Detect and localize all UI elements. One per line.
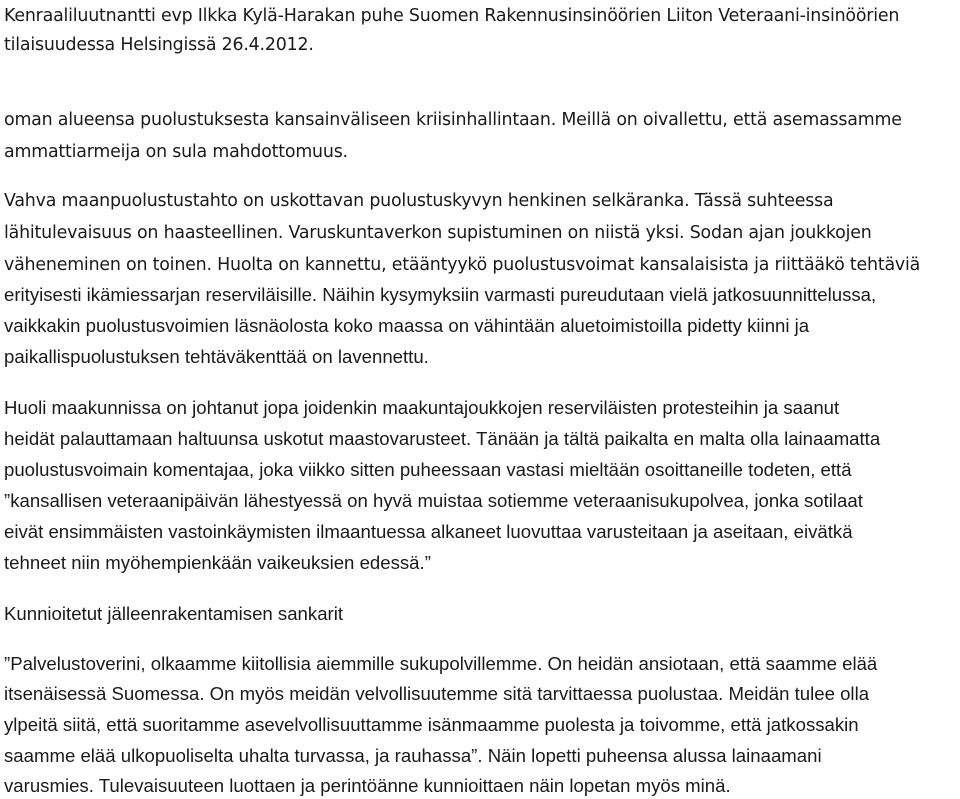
paragraph-line: erityisesti ikämiessarjan reserviläisille. Näihin kysymyksiin varmasti pureudutaan vielä jatkosuunnittelussa, bbox=[4, 284, 877, 305]
paragraph-line: oman alueensa puolustuksesta kansainväliseen kriisinhallintaan. Meillä on oivallettu, että asemassamme bbox=[4, 110, 902, 130]
paragraph-line: vaikkakin puolustusvoimien läsnäolosta koko maassa on vähintään aluetoimistoilla pidetty kiinni ja bbox=[4, 315, 810, 336]
paragraph-line: heidät palauttamaan haltuunsa uskotut maastovarusteet. Tänään ja tältä paikalta en malta olla lainaamatta bbox=[4, 428, 881, 449]
paragraph-line: puolustusvoimain komentajaa, joka viikko sitten puheessaan vastasi mieltään osoittaneille todeten, että bbox=[4, 459, 852, 480]
paragraph-line: ammattiarmeija on sula mahdottomuus. bbox=[4, 142, 348, 162]
paragraph-line: eivät ensimmäisten vastoinkäymisten ilmaantuessa alkaneet luovuttaa varusteitaan ja aseitaan, eivätkä bbox=[4, 521, 853, 542]
paragraph-line: Huoli maakunnissa on johtanut jopa joidenkin maakuntajoukkojen reserviläisten protesteihin ja saanut bbox=[4, 397, 840, 418]
header-line-1: Kenraaliluutnantti evp Ilkka Kylä-Harakan puhe Suomen Rakennusinsinöörien Liiton Veteraani-insinöörien bbox=[4, 6, 900, 26]
paragraph-line: saamme elää ulkopuoliselta uhalta turvassa, ja rauhassa”. Näin lopetti puheensa alussa lainaamani bbox=[4, 745, 822, 766]
section-heading: Kunnioitetut jälleenrakentamisen sankarit bbox=[4, 603, 344, 624]
paragraph-line: Vahva maanpuolustustahto on uskottavan puolustuskyvyn henkinen selkäranka. Tässä suhteessa bbox=[4, 191, 834, 211]
paragraph-line: ”kansallisen veteraanipäivän lähestyessä on hyvä muistaa sotiemme veteraanisukupolvea, jonka sotilaat bbox=[4, 490, 863, 511]
paragraph-line: paikallispuolustuksen tehtäväkenttää on lavennettu. bbox=[4, 346, 429, 367]
paragraph-line: varusmies. Tulevaisuuteen luottaen ja perintöänne kunnioittaen näin lopetan myös minä. bbox=[4, 775, 731, 796]
paragraph-line: väheneminen on toinen. Huolta on kannettu, etääntyykö puolustusvoimat kansalaisista ja riittääkö tehtäviä bbox=[4, 255, 921, 275]
header-line-2: tilaisuudessa Helsingissä 26.4.2012. bbox=[4, 35, 314, 55]
paragraph-line: itsenäisessä Suomessa. On myös meidän velvollisuutemme sitä tarvittaessa puolustaa. Meidän tulee olla bbox=[4, 683, 870, 704]
paragraph-line: lähitulevaisuus on haasteellinen. Varuskuntaverkon supistuminen on niistä yksi. Sodan ajan joukkojen bbox=[4, 223, 872, 243]
paragraph-line: tehneet niin myöhempienkään vaikeuksien edessä.” bbox=[4, 552, 431, 573]
paragraph-line: ylpeitä siitä, että suoritamme asevelvollisuuttamme isänmaamme puolesta ja toivomme, että jatkossakin bbox=[4, 714, 859, 735]
paragraph-line: ”Palvelustoverini, olkaamme kiitollisia aiemmille sukupolvillemme. On heidän ansiotaan, että saamme elää bbox=[4, 653, 878, 674]
